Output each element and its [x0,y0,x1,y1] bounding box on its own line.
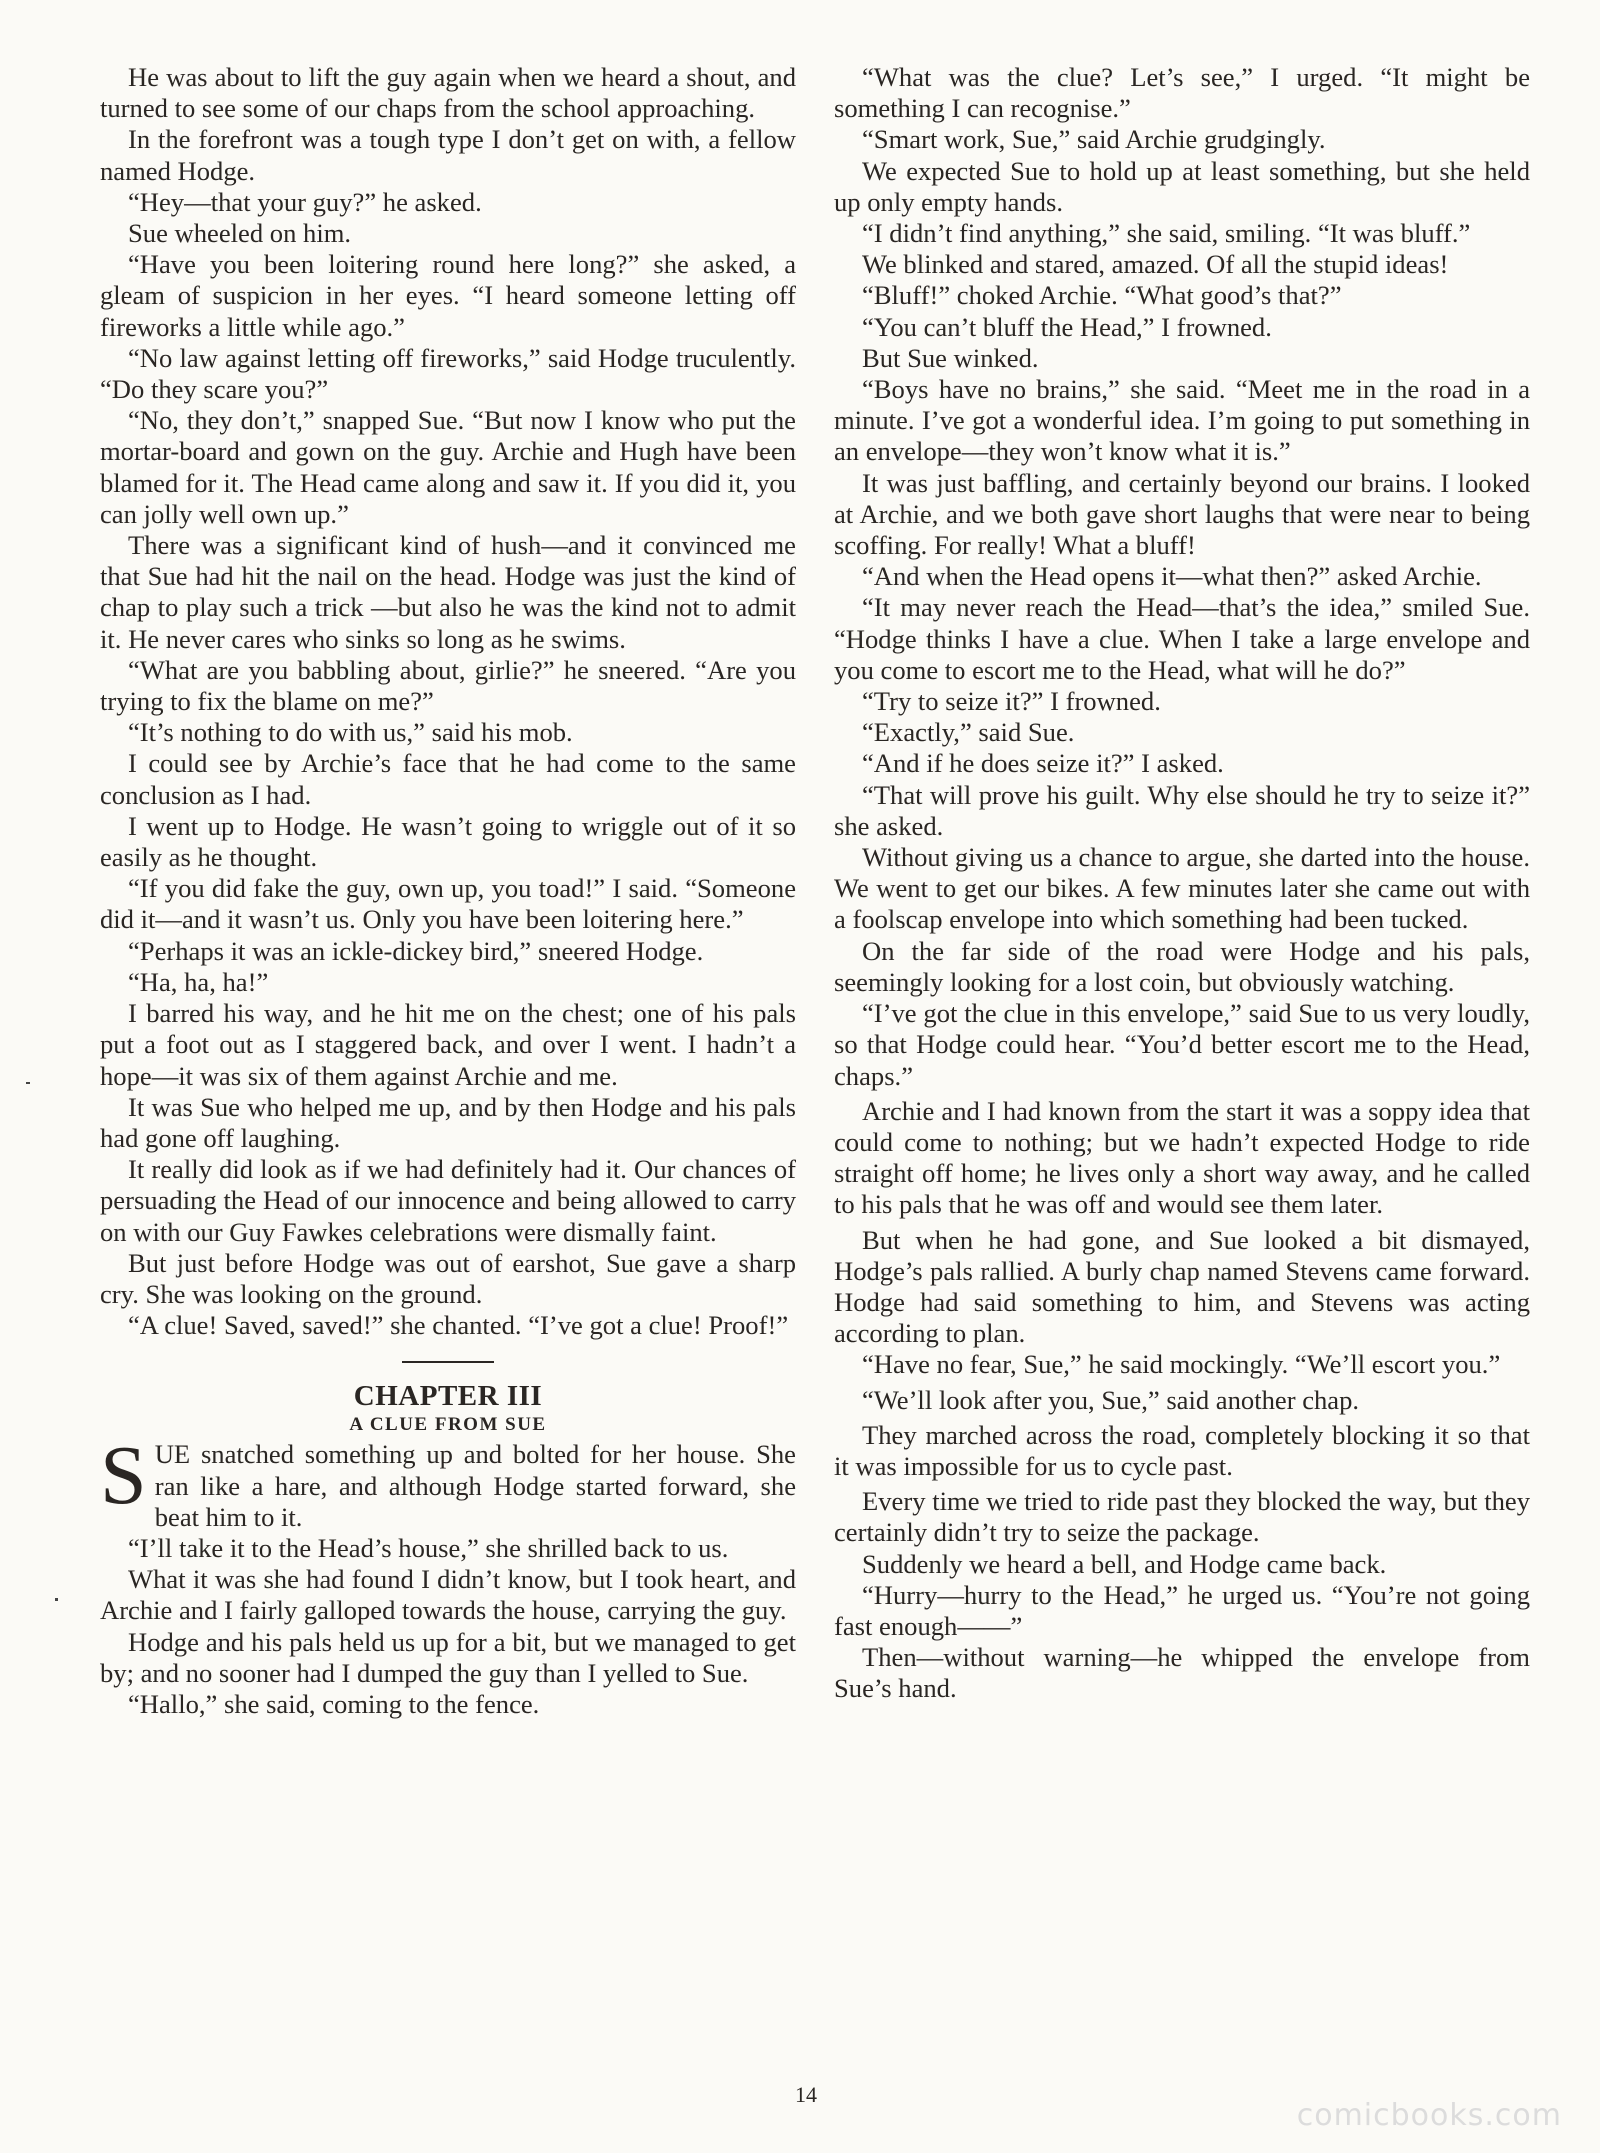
paragraph: “Hurry—hurry to the Head,” he urged us. “You’re not going fast enough——” [834,1579,1530,1641]
paragraph: “That will prove his guilt. Why else should he try to seize it?” she asked. [834,779,1530,841]
chapter-opening-paragraph [100,1429,796,1533]
paragraph: “If you did fake the guy, own up, you toad!” I said. “Someone did it—and it wasn’t us. Only you have been loitering here.” [100,873,796,935]
paragraph: Hodge and his pals held us up for a bit, but we managed to get by; and no sooner had I dumped the guy than I yelled to Sue. [100,1626,796,1688]
paragraph: There was a significant kind of hush—and it convinced me that Sue had hit the nail on the head. Hodge was just the kind of chap to play such a trick —but also he was the kind not to admit it. He never cares who sinks so long as he swims. [100,530,796,654]
chapter-subtitle: A CLUE FROM SUE [349,1414,547,1436]
paragraph: We expected Sue to hold up at least something, but she held up only empty hands. [834,155,1530,217]
paragraph: What it was she had found I didn’t know, but I took heart, and Archie and I fairly galloped towards the house, carrying the guy. [100,1564,796,1626]
paragraph: “Try to seize it?” I frowned. [862,686,1161,717]
paragraph: “You can’t bluff the Head,” I frowned. [862,311,1272,342]
opening-paragraph-text: snatched something up and bolted for her house. She ran like a hare, and although Hodge started forward, she beat him to it. [154,1439,796,1532]
paragraph: “And when the Head opens it—what then?” asked Archie. [862,561,1482,592]
chapter-title: CHAPTER III [353,1380,543,1413]
paragraph: But just before Hodge was out of earshot, Sue gave a sharp cry. She was looking on the ground. [100,1247,796,1309]
paragraph: It was just baffling, and certainly beyond our brains. I looked at Archie, and we both gave short laughs that were near to being scoffing. For really! What a bluff! [834,467,1530,561]
paragraph: Without giving us a chance to argue, she darted into the house. We went to get our bikes. A few minutes later she came out with a foolscap envelope into which something had been tucked. [834,842,1530,935]
paragraph: But Sue winked. [862,342,1039,373]
paragraph: “Have you been loitering round here long?” she asked, a gleam of suspicion in her eyes. “I heard someone letting off fireworks a little while ago.” [100,249,796,342]
left-column [100,62,796,1720]
paragraph: “Boys have no brains,” she said. “Meet me in the road in a minute. I’ve got a wonderful idea. I’m going to put something in an envelope—they won’t know what it is.” [834,374,1530,467]
paragraph: I barred his way, and he hit me on the chest; one of his pals put a foot out as I staggered back, and over I went. I hadn’t a hope—it was six of them against Archie and me. [100,998,796,1091]
paragraph: “No, they don’t,” snapped Sue. “But now I know who put the mortar-board and gown on the guy. Archie and Hugh have been blamed for it. The Head came along and saw it. If you did it, you can jolly well own up.” [100,405,796,529]
paragraph: Sue wheeled on him. [128,218,352,249]
paragraph: I went up to Hodge. He wasn’t going to wriggle out of it so easily as he thought. [100,810,796,873]
drop-cap-letter: S [100,1429,147,1523]
paragraph: Suddenly we heard a bell, and Hodge came back. [862,1548,1387,1579]
paragraph: “It may never reach the Head—that’s the idea,” smiled Sue. “Hodge thinks I have a clue. When I take a large envelope and you come to escort me to the Head, what will he do?” [834,592,1530,685]
paragraph: “No law against letting off fireworks,” said Hodge truculently. “Do they scare you?” [100,342,796,405]
paragraph: In the forefront was a tough type I don’t get on with, a fellow named Hodge. [100,124,796,186]
paragraph: It really did look as if we had definitely had it. Our chances of persuading the Head of our innocence and being allowed to carry on with our Guy Fawkes celebrations were dismally faint. [100,1154,796,1247]
watermark-text: comicbooks.com [1296,2098,1562,2133]
print-speck [26,1082,30,1084]
page-number: 14 [795,2082,817,2107]
paragraph: They marched across the road, completely blocking it so that it was impossible for us to cycle past. [834,1419,1530,1481]
paragraph: “I didn’t find anything,” she said, smiling. “It was bluff.” [862,218,1471,249]
paragraph: It was Sue who helped me up, and by then Hodge and his pals had gone off laughing. [100,1091,796,1153]
paragraph: Then—without warning—he whipped the envelope from Sue’s hand. [834,1642,1530,1704]
opening-word-caps: UE [154,1439,191,1470]
chapter-divider-rule [402,1361,494,1363]
paragraph: “Smart work, Sue,” said Archie grudgingly. [862,124,1326,155]
paragraph: We blinked and stared, amazed. Of all the stupid ideas! [862,249,1449,280]
paragraph: “Have no fear, Sue,” he said mockingly. “We’ll escort you.” [862,1349,1501,1380]
right-column [834,62,1530,1705]
paragraph: “We’ll look after you, Sue,” said another chap. [862,1384,1360,1415]
paragraph: “Hallo,” she said, coming to the fence. [128,1688,540,1719]
paragraph: “Exactly,” said Sue. [862,717,1075,748]
paragraph: “What was the clue? Let’s see,” I urged. “It might be something I can recognise.” [834,62,1530,124]
paragraph: “It’s nothing to do with us,” said his mob. [128,717,573,748]
paragraph: “What are you babbling about, girlie?” he sneered. “Are you trying to fix the blame on me?” [100,654,796,717]
paragraph: “Hey—that your guy?” he asked. [128,186,482,217]
paragraph: Every time we tried to ride past they blocked the way, but they certainly didn’t try to seize the package. [834,1486,1530,1548]
paragraph: On the far side of the road were Hodge and his pals, seemingly looking for a lost coin, but obviously watching. [834,935,1530,997]
paragraph: I could see by Archie’s face that he had come to the same conclusion as I had. [100,748,796,810]
paragraph: He was about to lift the guy again when we heard a shout, and turned to see some of our chaps from the school approaching. [100,62,796,124]
paragraph: “Perhaps it was an ickle-dickey bird,” sneered Hodge. [128,935,704,966]
paragraph: But when he had gone, and Sue looked a bit dismayed, Hodge’s pals rallied. A burly chap named Stevens came forward. Hodge had said something to him, and Stevens was acting according to plan. [834,1224,1530,1349]
paragraph: “Bluff!” choked Archie. “What good’s that?” [862,280,1342,311]
paragraph: Archie and I had known from the start it was a soppy idea that could come to nothing; but we hadn’t expected Hodge to ride straight off home; he lives only a short way away, and he called to his pals that he was off and would see them later. [834,1095,1530,1220]
paragraph: “Ha, ha, ha!” [128,966,269,997]
paragraph: “And if he does seize it?” I asked. [862,748,1224,779]
paragraph: “I’ll take it to the Head’s house,” she shrilled back to us. [128,1532,729,1563]
paragraph: “I’ve got the clue in this envelope,” said Sue to us very loudly, so that Hodge could hear. “You’d better escort me to the Head, chaps.” [834,998,1530,1091]
print-speck [55,1598,58,1601]
paragraph: “A clue! Saved, saved!” she chanted. “I’ve got a clue! Proof!” [128,1310,789,1341]
